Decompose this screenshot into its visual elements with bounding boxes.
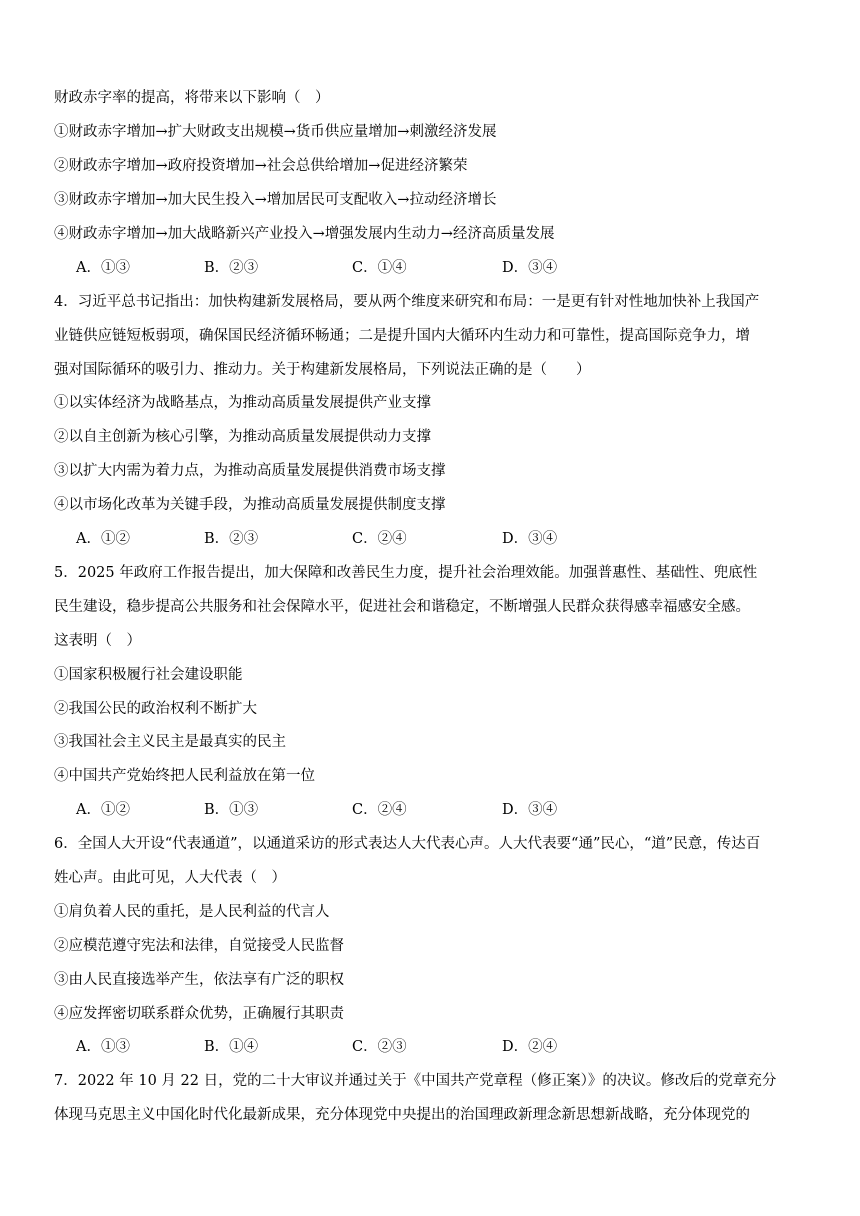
q6-option-c[interactable]: C．②③	[352, 1039, 407, 1055]
q4-statement-4: ④以市场化改革为关键手段，为推动高质量发展提供制度支撑	[54, 497, 446, 513]
q7-stem-line-2: 体现马克思主义中国化时代化最新成果，充分体现党中央提出的治国理政新理念新思想新战略，充分体现党的	[54, 1107, 750, 1123]
q5-option-c[interactable]: C．②④	[352, 802, 407, 818]
q4-stem-line-1: 4．习近平总书记指出：加快构建新发展格局，要从两个维度来研究和布局：一是更有针对性地加快补上我国产	[54, 294, 760, 310]
q6-options	[76, 1037, 676, 1057]
q4-statement-1: ①以实体经济为战略基点，为推动高质量发展提供产业支撑	[54, 395, 431, 411]
q6-option-d[interactable]: D．②④	[502, 1039, 558, 1055]
q4-stem-line-2: 业链供应链短板弱项，确保国民经济循环畅通；二是提升国内大循环内生动力和可靠性，提高国际竞争力，增	[54, 328, 750, 344]
q3-option-a[interactable]: A．①③	[76, 260, 130, 276]
q4-option-a[interactable]: A．①②	[76, 531, 130, 547]
q6-statement-4: ④应发挥密切联系群众优势，正确履行其职责	[54, 1006, 344, 1022]
q5-stem-line-3: 这表明（ ）	[54, 633, 141, 649]
q5-option-b[interactable]: B．①③	[204, 802, 259, 818]
q5-stem-line-1: 5．2025 年政府工作报告提出，加大保障和改善民生力度，提升社会治理效能。加强普惠性、基础性、兜底性	[54, 565, 758, 581]
q3-statement-2: ②财政赤字增加→政府投资增加→社会总供给增加→促进经济繁荣	[54, 158, 468, 174]
q7-stem-line-1: 7．2022 年 10 月 22 日，党的二十大审议并通过关于《中国共产党章程（修正案）》的决议。修改后的党章充分	[54, 1073, 777, 1089]
q3-statement-4: ④财政赤字增加→加大战略新兴产业投入→增强发展内生动力→经济高质量发展	[54, 226, 555, 242]
q4-option-c[interactable]: C．②④	[352, 531, 407, 547]
q6-statement-3: ③由人民直接选举产生，依法享有广泛的职权	[54, 972, 344, 988]
q4-statement-2: ②以自主创新为核心引擎，为推动高质量发展提供动力支撑	[54, 429, 431, 445]
q6-option-a[interactable]: A．①③	[76, 1039, 130, 1055]
q3-option-c[interactable]: C．①④	[352, 260, 407, 276]
q5-option-a[interactable]: A．①②	[76, 802, 130, 818]
q6-statement-2: ②应模范遵守宪法和法律，自觉接受人民监督	[54, 938, 344, 954]
q6-stem-line-1: 6．全国人大开设“代表通道”，以通道采访的形式表达人大代表心声。人大代表要“通”民心，“道”民意，传达百	[54, 836, 761, 852]
q4-statement-3: ③以扩大内需为着力点，为推动高质量发展提供消费市场支撑	[54, 463, 446, 479]
q4-option-b[interactable]: B．②③	[204, 531, 259, 547]
q5-option-d[interactable]: D．③④	[502, 802, 558, 818]
q6-statement-1: ①肩负着人民的重托，是人民利益的代言人	[54, 904, 330, 920]
q5-statement-1: ①国家积极履行社会建设职能	[54, 667, 243, 683]
q5-statement-3: ③我国社会主义民主是最真实的民主	[54, 734, 286, 750]
q3-statement-3: ③财政赤字增加→加大民生投入→增加居民可支配收入→拉动经济增长	[54, 192, 497, 208]
q3-stem: 财政赤字率的提高，将带来以下影响（ ）	[54, 90, 330, 106]
q4-options	[76, 529, 676, 549]
q5-statement-2: ②我国公民的政治权利不断扩大	[54, 701, 257, 717]
q3-statement-1: ①财政赤字增加→扩大财政支出规模→货币供应量增加→刺激经济发展	[54, 124, 497, 140]
q5-statement-4: ④中国共产党始终把人民利益放在第一位	[54, 768, 315, 784]
q6-stem-line-2: 姓心声。由此可见，人大代表（ ）	[54, 870, 286, 886]
q4-stem-line-3: 强对国际循环的吸引力、推动力。关于构建新发展格局，下列说法正确的是（ ）	[54, 362, 591, 378]
q5-stem-line-2: 民生建设，稳步提高公共服务和社会保障水平，促进社会和谐稳定，不断增强人民群众获得感幸福感安全感。	[54, 599, 750, 615]
q3-options	[76, 258, 676, 278]
q6-option-b[interactable]: B．①④	[204, 1039, 259, 1055]
q4-option-d[interactable]: D．③④	[502, 531, 558, 547]
q5-options	[76, 800, 676, 820]
q3-option-b[interactable]: B．②③	[204, 260, 259, 276]
q3-option-d[interactable]: D．③④	[502, 260, 558, 276]
